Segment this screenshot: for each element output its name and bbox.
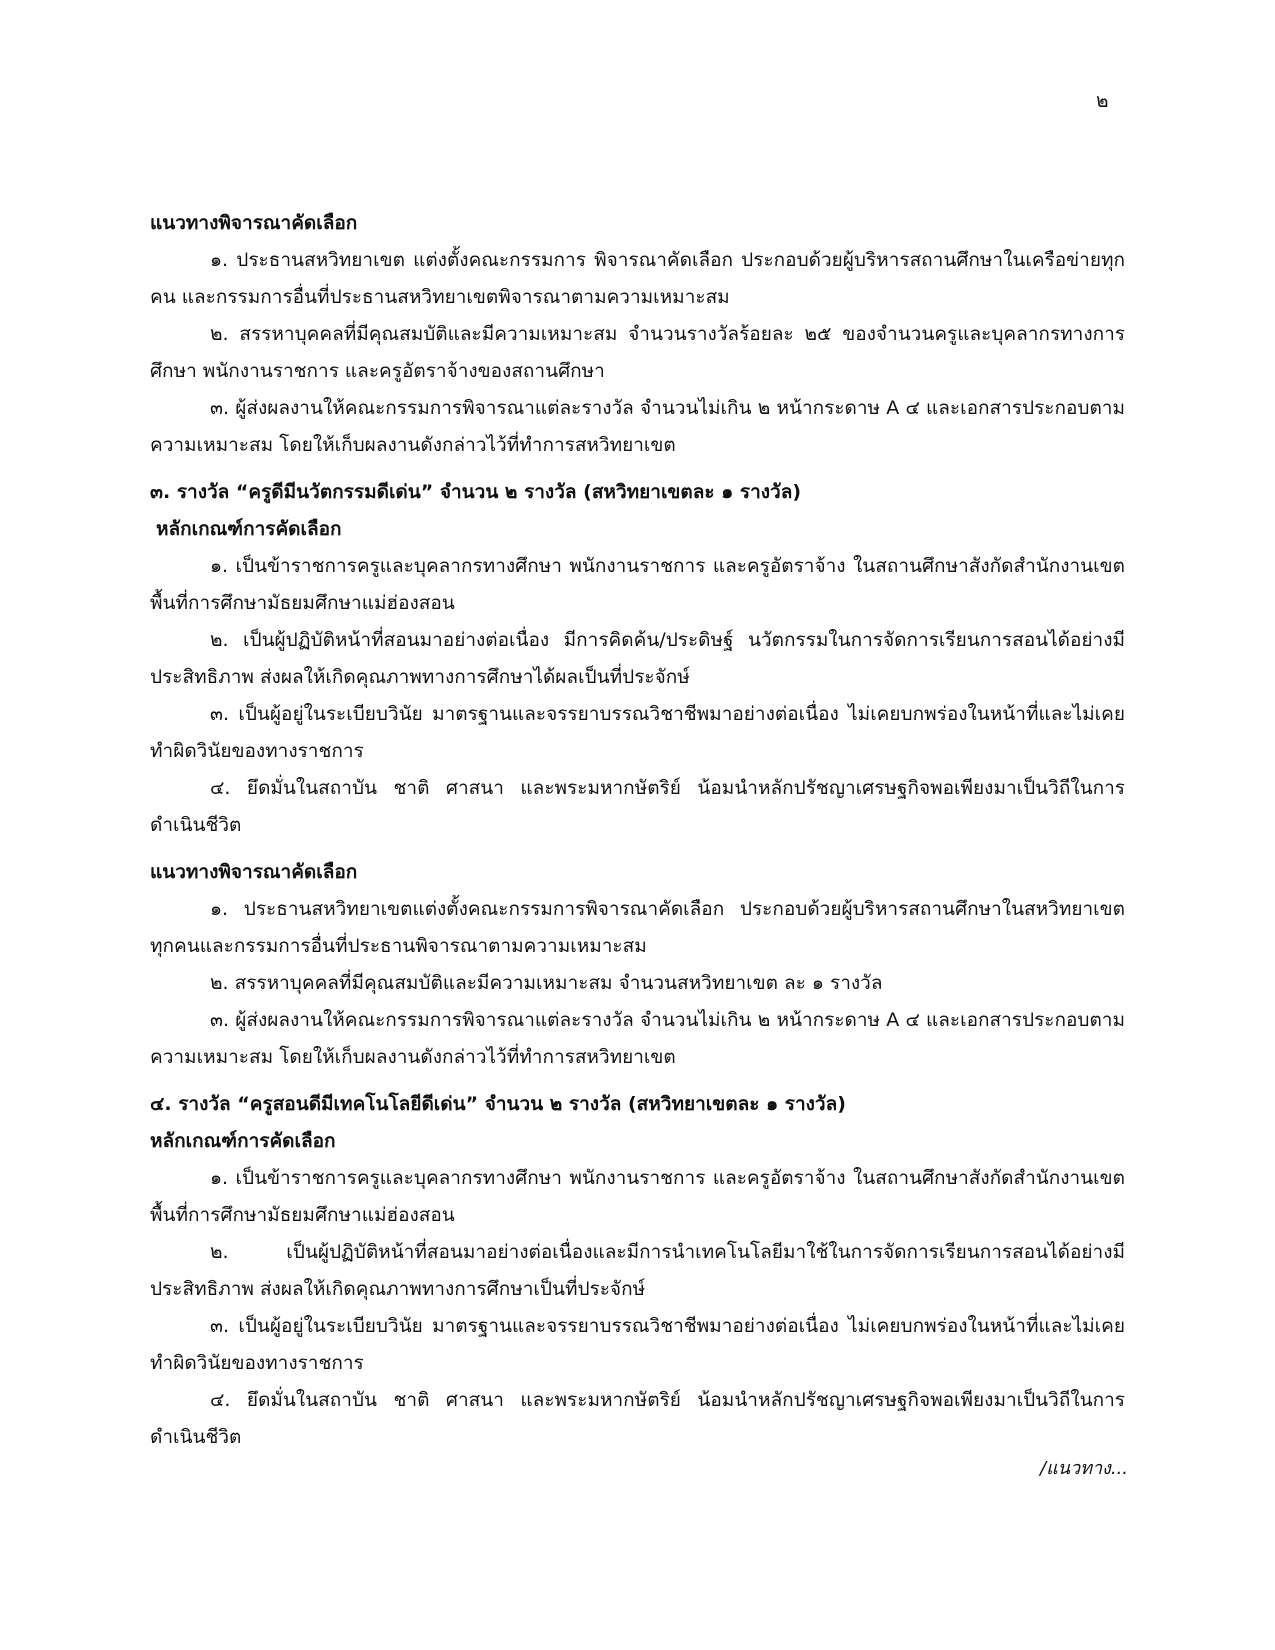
- section-heading-guidelines: แนวทางพิจารณาคัดเลือก: [150, 212, 358, 234]
- guideline-item: ๑. ประธานสหวิทยาเขต แต่งตั้งคณะกรรมการ พิจารณาคัดเลือก ประกอบด้วยผู้บริหารสถานศึกษาในเครือข่ายทุกคน และกรรมการอื่นที่ประธานสหวิทยาเขตพิจารณาตามความเหมาะสม: [150, 249, 1125, 308]
- award-3-criteria-heading: หลักเกณฑ์การคัดเลือก: [156, 518, 342, 540]
- guideline-item: ๒. สรรหาบุคคลที่มีคุณสมบัติและมีความเหมาะสม จำนวนรางวัลร้อยละ ๒๕ ของจำนวนครูและบุคลากรทางการศึกษา พนักงานราชการ และครูอัตราจ้างของสถานศึกษา: [150, 323, 1125, 382]
- criteria-item: ๒. เป็นผู้ปฏิบัติหน้าที่สอนมาอย่างต่อเนื่อง มีการคิดค้น/ประดิษฐ์ นวัตกรรมในการจัดการเรียนการสอนได้อย่างมีประสิทธิภาพ ส่งผลให้เกิดคุณภาพทางการศึกษาได้ผลเป็นที่ประจักษ์: [150, 629, 1125, 688]
- criteria-item: ๓. เป็นผู้อยู่ในระเบียบวินัย มาตรฐานและจรรยาบรรณวิชาชีพมาอย่างต่อเนื่อง ไม่เคยบกพร่องในหน้าที่และไม่เคยทำผิดวินัยของทางราชการ: [150, 1315, 1125, 1374]
- criteria-item: ๑. เป็นข้าราชการครูและบุคลากรทางศึกษา พนักงานราชการ และครูอัตราจ้าง ในสถานศึกษาสังกัดสำนักงานเขตพื้นที่การศึกษามัธยมศึกษาแม่ฮ่องสอน: [150, 1167, 1125, 1226]
- criteria-item: ๔. ยึดมั่นในสถาบัน ชาติ ศาสนา และพระมหากษัตริย์ น้อมนำหลักปรัชญาเศรษฐกิจพอเพียงมาเป็นวิถีในการดำเนินชีวิต: [150, 1389, 1125, 1448]
- award-3-title: ๓. รางวัล “ครูดีมีนวัตกรรมดีเด่น” จำนวน ๒ รางวัล (สหวิทยาเขตละ ๑ รางวัล): [150, 481, 802, 503]
- criteria-item: ๑. เป็นข้าราชการครูและบุคลากรทางศึกษา พนักงานราชการ และครูอัตราจ้าง ในสถานศึกษาสังกัดสำนักงานเขตพื้นที่การศึกษามัธยมศึกษาแม่ฮ่องสอน: [150, 555, 1125, 614]
- award-4-title: ๔. รางวัล “ครูสอนดีมีเทคโนโลยีดีเด่น” จำนวน ๒ รางวัล (สหวิทยาเขตละ ๑ รางวัล): [150, 1093, 846, 1115]
- criteria-item: ๓. เป็นผู้อยู่ในระเบียบวินัย มาตรฐานและจรรยาบรรณวิชาชีพมาอย่างต่อเนื่อง ไม่เคยบกพร่องในหน้าที่และไม่เคยทำผิดวินัยของทางราชการ: [150, 703, 1125, 762]
- guideline-item: ๑. ประธานสหวิทยาเขตแต่งตั้งคณะกรรมการพิจารณาคัดเลือก ประกอบด้วยผู้บริหารสถานศึกษาในสหวิทยาเขตทุกคนและกรรมการอื่นที่ประธานพิจารณาตามความเหมาะสม: [150, 898, 1125, 957]
- award-4-criteria-heading: หลักเกณฑ์การคัดเลือก: [150, 1130, 336, 1152]
- guideline-item: ๓. ผู้ส่งผลงานให้คณะกรรมการพิจารณาแต่ละรางวัล จำนวนไม่เกิน ๒ หน้ากระดาษ A ๔ และเอกสารประกอบตามความเหมาะสม โดยให้เก็บผลงานดังกล่าวไว้ที่ทำการสหวิทยาเขต: [150, 397, 1125, 456]
- award-3-guideline-heading: แนวทางพิจารณาคัดเลือก: [150, 861, 358, 883]
- criteria-item: ๒. เป็นผู้ปฏิบัติหน้าที่สอนมาอย่างต่อเนื่องและมีการนำเทคโนโลยีมาใช้ในการจัดการเรียนการสอนได้อย่างมีประสิทธิภาพ ส่งผลให้เกิดคุณภาพทางการศึกษาเป็นที่ประจักษ์: [150, 1241, 1125, 1300]
- continuation-note: /แนวทาง...: [1040, 1458, 1129, 1479]
- document-body: [150, 205, 1125, 1456]
- criteria-item: ๔. ยึดมั่นในสถาบัน ชาติ ศาสนา และพระมหากษัตริย์ น้อมนำหลักปรัชญาเศรษฐกิจพอเพียงมาเป็นวิถีในการดำเนินชีวิต: [150, 777, 1125, 836]
- guideline-item: ๓. ผู้ส่งผลงานให้คณะกรรมการพิจารณาแต่ละรางวัล จำนวนไม่เกิน ๒ หน้ากระดาษ A ๔ และเอกสารประกอบตามความเหมาะสม โดยให้เก็บผลงานดังกล่าวไว้ที่ทำการสหวิทยาเขต: [150, 1009, 1125, 1068]
- guideline-item: ๒. สรรหาบุคคลที่มีคุณสมบัติและมีความเหมาะสม จำนวนสหวิทยาเขต ละ ๑ รางวัล: [210, 972, 883, 994]
- page-number: ๒: [1096, 90, 1109, 112]
